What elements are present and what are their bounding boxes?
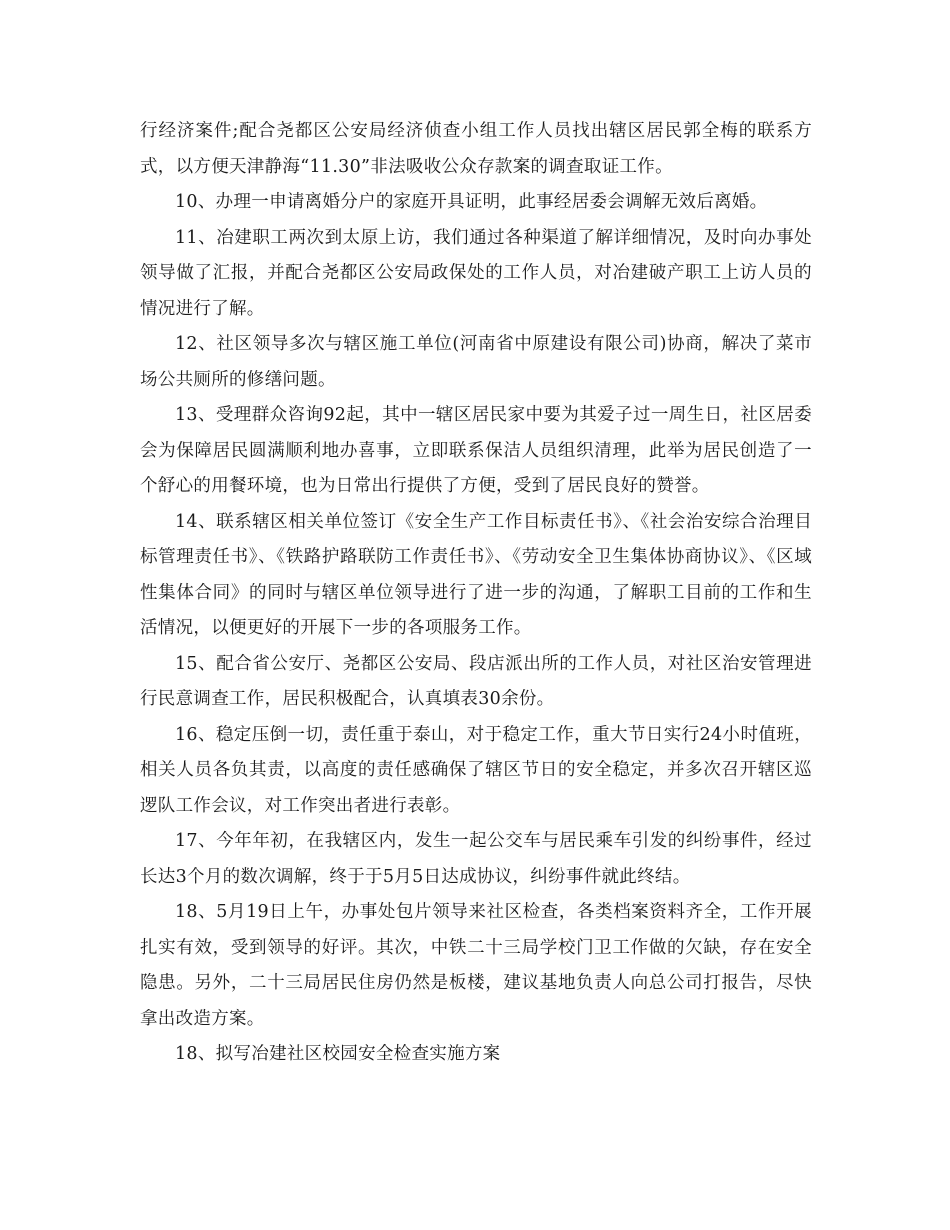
paragraph-item-14: 14、联系辖区相关单位签订《安全生产工作目标责任书》、《社会治安综合治理目标管理责任书》、《铁路护路联防工作责任书》、《劳动安全卫生集体协商协议》、《区域性集体合同》的同时与辖区单位领导进行了进一步的沟通，了解职工目前的工作和生活情况，以便更好的开展下一步的各项服务工作。 bbox=[140, 511, 812, 638]
document-body bbox=[140, 114, 812, 1073]
paragraph-continuation: 行经济案件;配合尧都区公安局经济侦查小组工作人员找出辖区居民郭全梅的联系方式，以方便天津静海“11.30”非法吸收公众存款案的调查取证工作。 bbox=[140, 121, 812, 177]
paragraph-item-17: 17、今年年初，在我辖区内，发生一起公交车与居民乘车引发的纠纷事件，经过长达3个月的数次调解，终于于5月5日达成协议，纠纷事件就此终结。 bbox=[140, 831, 812, 887]
paragraph-item-18a: 18、5月19日上午，办事处包片领导来社区检查，各类档案资料齐全，工作开展扎实有效，受到领导的好评。其次，中铁二十三局学校门卫工作做的欠缺，存在安全隐患。另外，二十三局居民住房仍然是板楼，建议基地负责人向总公司打报告，尽快拿出改造方案。 bbox=[140, 902, 812, 1029]
paragraph-item-12: 12、社区领导多次与辖区施工单位(河南省中原建设有限公司)协商，解决了菜市场公共厕所的修缮问题。 bbox=[140, 334, 812, 390]
paragraph-item-13: 13、受理群众咨询92起，其中一辖区居民家中要为其爱子过一周生日，社区居委会为保障居民圆满顺利地办喜事，立即联系保洁人员组织清理，此举为居民创造了一个舒心的用餐环境，也为日常出行提供了方便，受到了居民良好的赞誉。 bbox=[140, 405, 812, 496]
paragraph-item-15: 15、配合省公安厅、尧都区公安局、段店派出所的工作人员，对社区治安管理进行民意调查工作，居民积极配合，认真填表30余份。 bbox=[140, 653, 812, 709]
paragraph-item-18b: 18、拟写冶建社区校园安全检查实施方案 bbox=[175, 1044, 501, 1064]
paragraph-item-10: 10、办理一申请离婚分户的家庭开具证明，此事经居委会调解无效后离婚。 bbox=[175, 192, 768, 212]
paragraph-item-16: 16、稳定压倒一切，责任重于泰山，对于稳定工作，重大节日实行24小时值班，相关人员各负其责，以高度的责任感确保了辖区节日的安全稳定，并多次召开辖区巡逻队工作会议，对工作突出者进行表彰。 bbox=[140, 724, 812, 816]
paragraph-item-11: 11、冶建职工两次到太原上访，我们通过各种渠道了解详细情况，及时向办事处领导做了汇报，并配合尧都区公安局政保处的工作人员，对冶建破产职工上访人员的情况进行了解。 bbox=[140, 227, 812, 319]
